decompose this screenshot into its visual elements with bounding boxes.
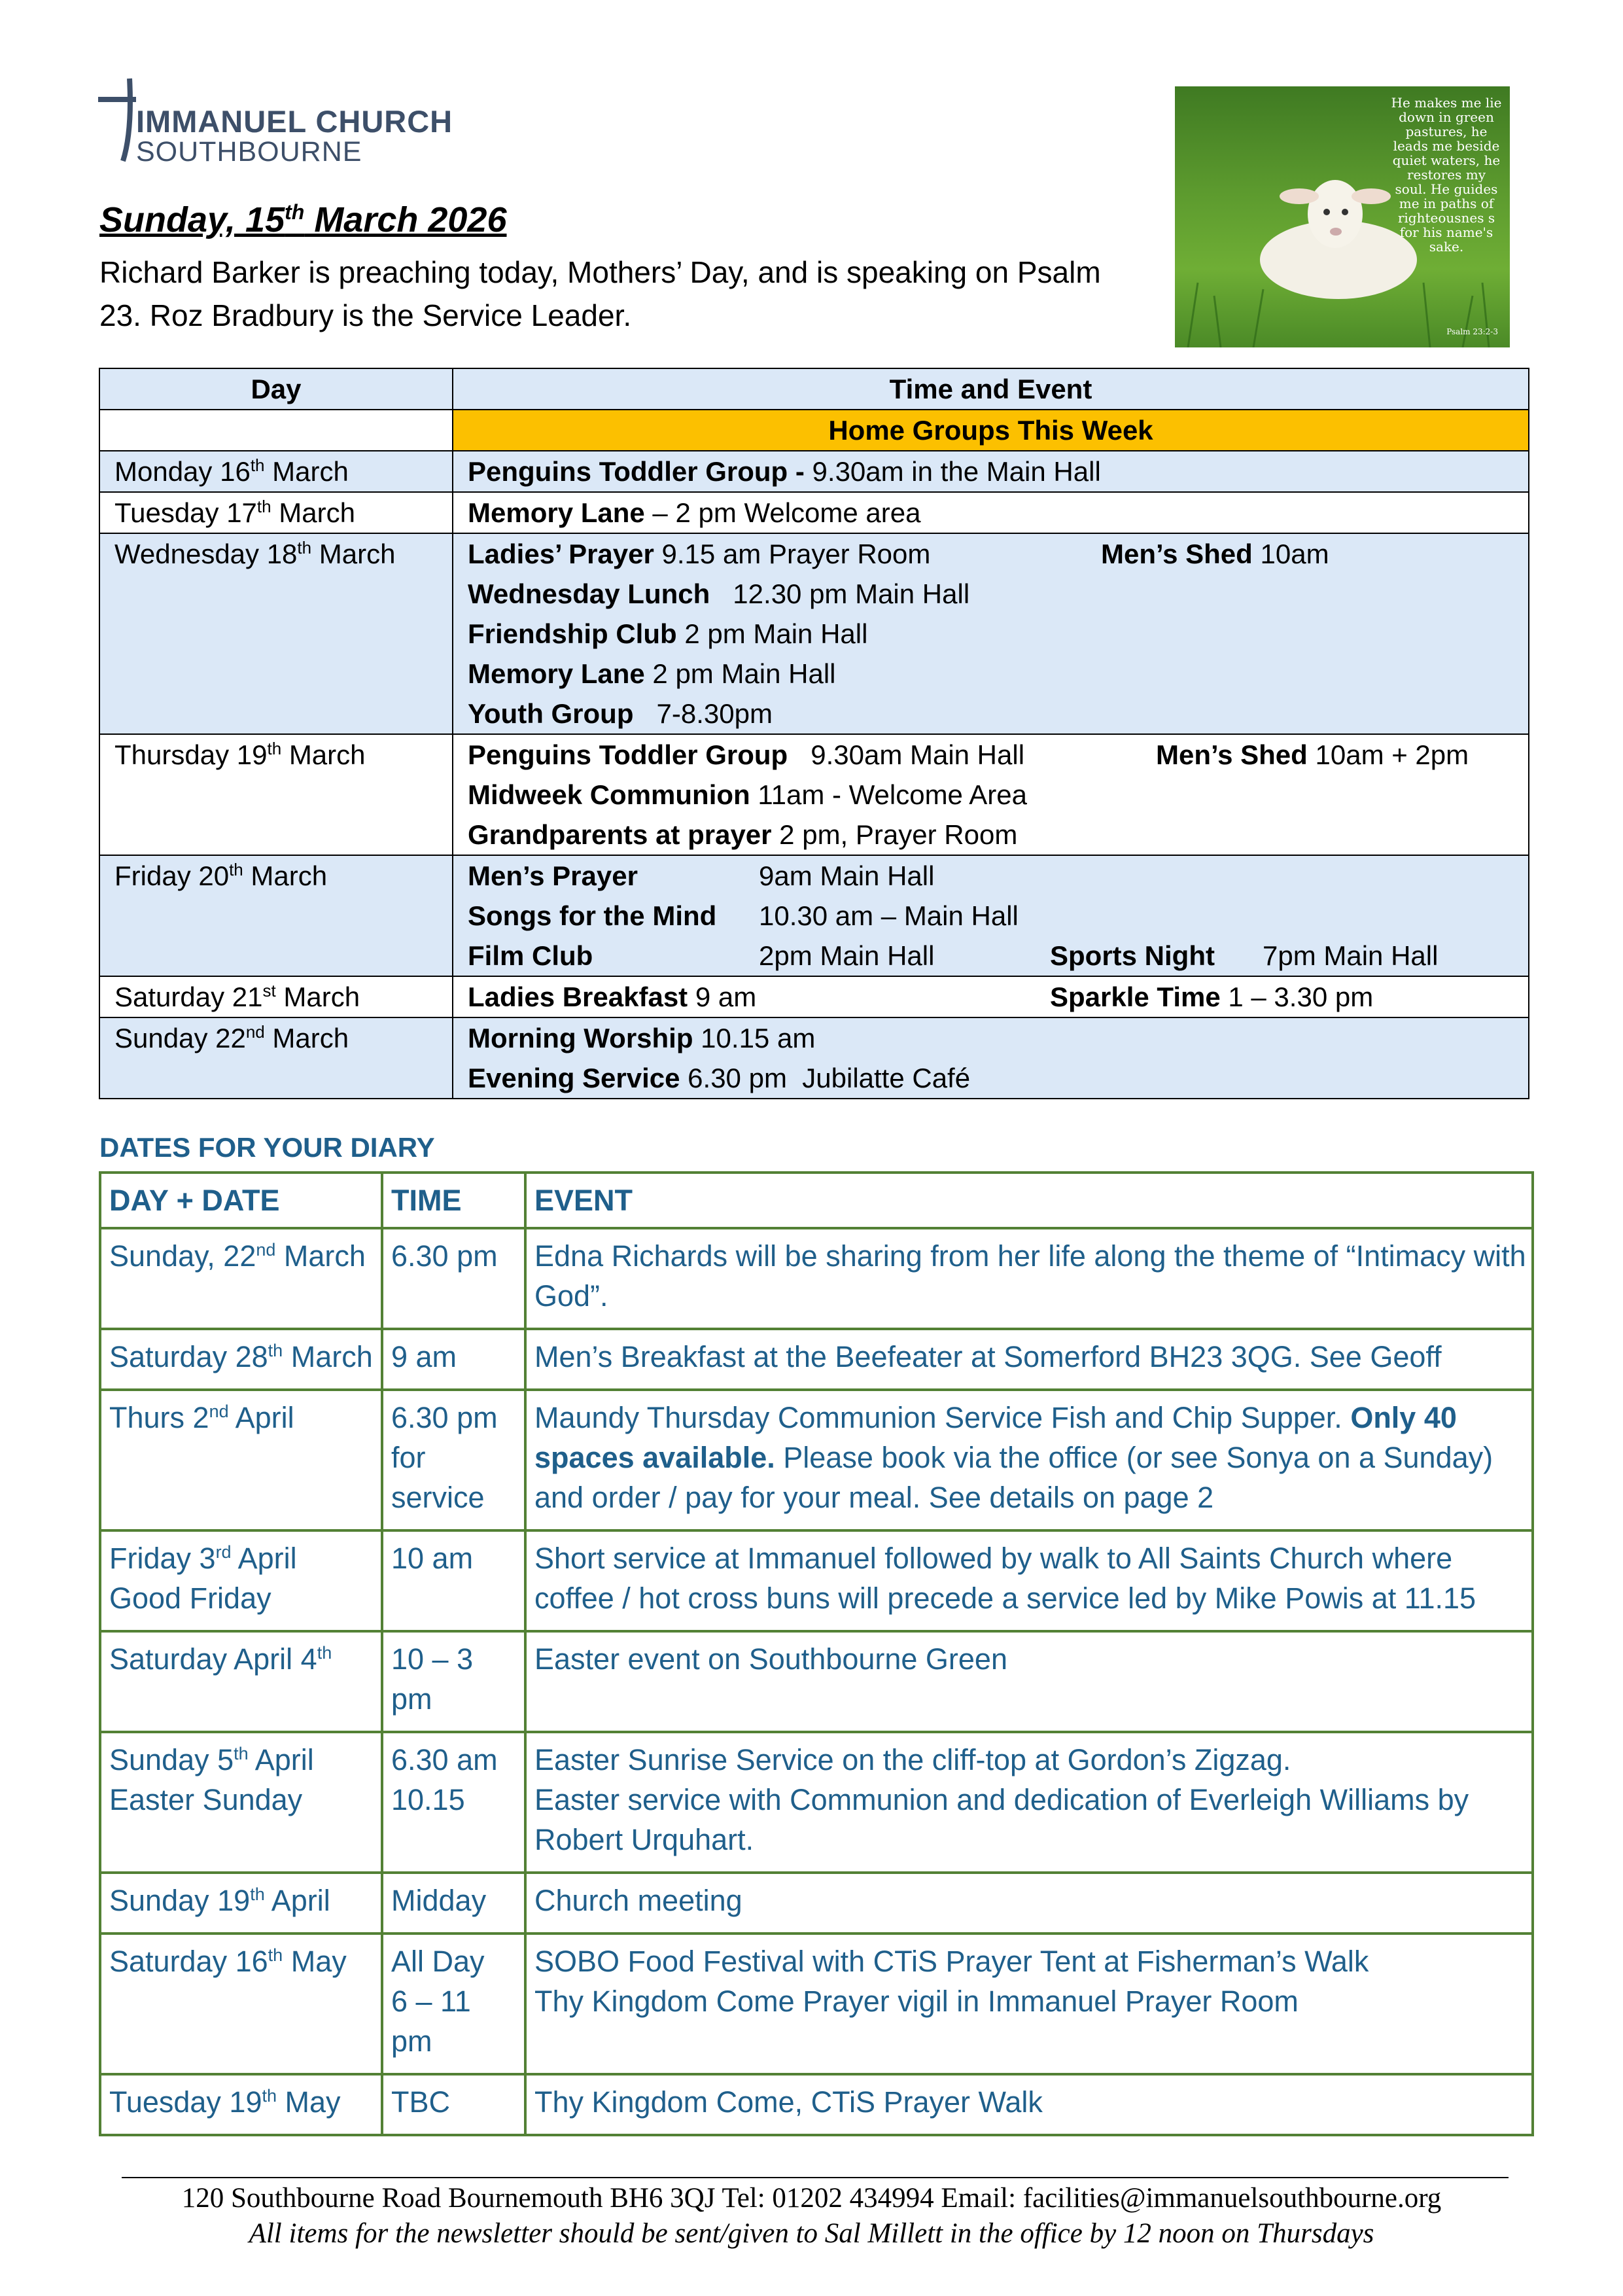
event-cell: Men’s Breakfast at the Beefeater at Somerford BH23 3QG. See Geoff [525, 1329, 1533, 1390]
event-cell: Morning Worship 10.15 am Evening Service 6.30 pm Jubilatte Café [453, 1017, 1529, 1099]
event-cell: Maundy Thursday Communion Service Fish and Chip Supper. Only 40 spaces available. Please book via the office (or see Sonya on a Sunday) and order / pay for your meal. See details on page 2 [525, 1390, 1533, 1530]
table-row [100, 2074, 1533, 2135]
event-cell: Ladies’ Prayer 9.15 am Prayer Room Men’s Shed 10am Wednesday Lunch 12.30 pm Main Hall Friendship Club 2 pm Main Hall Memory Lane 2 pm Main Hall Youth Group 7-8.30pm [453, 533, 1529, 734]
event-cell: Edna Richards will be sharing from her life along the theme of “Intimacy with God”. [525, 1228, 1533, 1329]
event-cell: Thy Kingdom Come, CTiS Prayer Walk [525, 2074, 1533, 2135]
church-logo [98, 77, 464, 175]
table-row [99, 1017, 1529, 1099]
event-cell: Church meeting [525, 1873, 1533, 1934]
date-cell: Saturday 16th May [100, 1934, 382, 2074]
day-cell: Friday 20th March [99, 855, 453, 976]
table-row [99, 976, 1529, 1017]
table-row [100, 1732, 1533, 1873]
table-row [99, 451, 1529, 492]
date-cell: Sunday 19th April [100, 1873, 382, 1934]
lamb-psalm-image [1175, 86, 1510, 347]
table-row [100, 1390, 1533, 1530]
event-cell: Short service at Immanuel followed by walk to All Saints Church where coffee / hot cross buns will precede a service led by Mike Powis at 11.15 [525, 1530, 1533, 1631]
footer-address: 120 Southbourne Road Bournemouth BH6 3QJ Tel: 01202 434994 Email: facilities@immanuelsouthbourne.org [181, 2183, 1442, 2214]
logo-line-1: IMMANUEL CHURCH [136, 104, 453, 139]
table-row [99, 734, 1529, 855]
time-cell: 6.30 am 10.15 [382, 1732, 525, 1873]
event-cell: Penguins Toddler Group 9.30am Main Hall Men’s Shed 10am + 2pm Midweek Communion 11am - Welcome Area Grandparents at prayer 2 pm, Prayer Room [453, 734, 1529, 855]
event-cell: Men’s Prayer 9am Main Hall Songs for the Mind 10.30 am – Main Hall Film Club 2pm Main Hall Sports Night 7pm Main Hall [453, 855, 1529, 976]
time-cell: All Day 6 – 11 pm [382, 1934, 525, 2074]
event-cell: Easter event on Southbourne Green [525, 1631, 1533, 1732]
table-row [99, 855, 1529, 976]
time-cell: 10 am [382, 1530, 525, 1631]
diary-table [99, 1171, 1534, 2136]
table-row [100, 1228, 1533, 1329]
date-cell: Friday 3rd April Good Friday [100, 1530, 382, 1631]
header-event: EVENT [525, 1173, 1533, 1228]
day-cell: Saturday 21st March [99, 976, 453, 1017]
table-row [100, 1631, 1533, 1732]
day-cell: Monday 16th March [99, 451, 453, 492]
date-cell: Tuesday 19th May [100, 2074, 382, 2135]
header-time: TIME [382, 1173, 525, 1228]
event-cell: Easter Sunrise Service on the cliff-top at Gordon’s Zigzag. Easter service with Communion and dedication of Everleigh Williams by Robert Urquhart. [525, 1732, 1533, 1873]
event-cell: Memory Lane – 2 pm Welcome area [453, 492, 1529, 533]
day-cell: Sunday 22nd March [99, 1017, 453, 1099]
time-cell: TBC [382, 2074, 525, 2135]
day-cell: Tuesday 17th March [99, 492, 453, 533]
date-cell: Saturday April 4th [100, 1631, 382, 1732]
diary-title: DATES FOR YOUR DIARY [99, 1132, 435, 1163]
event-cell: Ladies Breakfast 9 am Sparkle Time 1 – 3.30 pm [453, 976, 1529, 1017]
footer-note: All items for the newsletter should be sent/given to Sal Millett in the office by 12 noon on Thursdays [249, 2218, 1374, 2249]
time-cell: 6.30 pm for service [382, 1390, 525, 1530]
day-cell: Wednesday 18th March [99, 533, 453, 734]
table-row [100, 1934, 1533, 2074]
date-cell: Thurs 2nd April [100, 1390, 382, 1530]
home-groups-banner: Home Groups This Week [453, 410, 1529, 451]
header-time-event: Time and Event [453, 368, 1529, 410]
date-cell: Sunday, 22nd March [100, 1228, 382, 1329]
footer-divider [122, 2177, 1509, 2178]
psalm-reference: Psalm 23:2-3 [1446, 327, 1498, 336]
logo-line-2: SOUTHBOURNE [136, 136, 362, 168]
day-cell: Thursday 19th March [99, 734, 453, 855]
table-row [99, 492, 1529, 533]
weekly-events-table [99, 368, 1529, 1099]
time-cell: 6.30 pm [382, 1228, 525, 1329]
date-cell: Sunday 5th April Easter Sunday [100, 1732, 382, 1873]
time-cell: Midday [382, 1873, 525, 1934]
table-row [100, 1329, 1533, 1390]
time-cell: 10 – 3 pm [382, 1631, 525, 1732]
time-cell: 9 am [382, 1329, 525, 1390]
date-cell: Saturday 28th March [100, 1329, 382, 1390]
header-day: Day [99, 368, 453, 410]
cross-logo-icon [98, 77, 137, 175]
page-title: Sunday, 15th March 2026 [99, 200, 507, 239]
intro-text: Richard Barker is preaching today, Mothers’ Day, and is speaking on Psalm 23. Roz Bradbury is the Service Leader. [99, 255, 1101, 332]
psalm-verse: He makes me lie down in green pastures, he leads me beside quiet waters, he restores my soul. He guides me in paths of righteousnes s for his name's sake. [1391, 95, 1502, 255]
event-cell: Penguins Toddler Group - 9.30am in the Main Hall [453, 451, 1529, 492]
event-cell: SOBO Food Festival with CTiS Prayer Tent at Fisherman’s Walk Thy Kingdom Come Prayer vigil in Immanuel Prayer Room [525, 1934, 1533, 2074]
table-row [100, 1873, 1533, 1934]
diary-header-row [100, 1173, 1533, 1228]
header-day-date: DAY + DATE [100, 1173, 382, 1228]
table-row [100, 1530, 1533, 1631]
table-row [99, 533, 1529, 734]
